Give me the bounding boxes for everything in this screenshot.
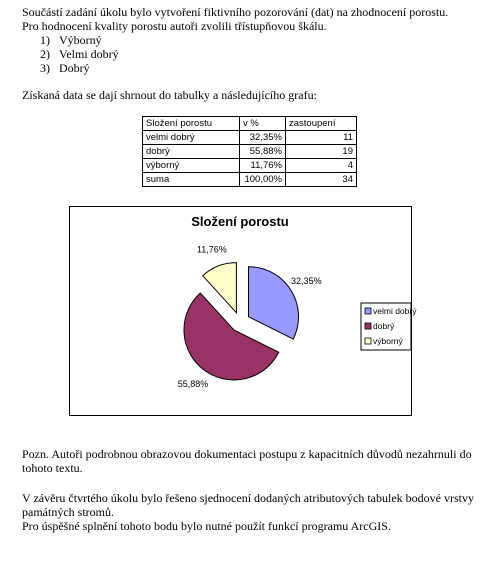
table-cell: suma xyxy=(143,173,240,187)
paragraph-conclusion-line-2: památných stromů. xyxy=(22,505,114,519)
data-table xyxy=(142,116,357,187)
legend-swatch xyxy=(365,308,371,314)
table-cell: 4 xyxy=(286,159,357,173)
table-cell: 32,35% xyxy=(240,131,286,145)
note-line-1: Pozn. Autoři podrobnou obrazovou dokumentaci postupu z kapacitních důvodů nezahrnuli do xyxy=(22,447,472,461)
table-cell: výborný xyxy=(143,159,240,173)
table-cell: 11,76% xyxy=(240,159,286,173)
pie-slices xyxy=(184,263,299,380)
table-cell: 11 xyxy=(286,131,357,145)
table-header-row xyxy=(143,117,357,131)
chart-title: Složení porostu xyxy=(191,214,289,229)
list-label: Velmi dobrý xyxy=(59,47,119,61)
pie-data-label: 32,35% xyxy=(291,275,322,286)
legend-label: výborný xyxy=(373,336,403,346)
table-cell: 19 xyxy=(286,145,357,159)
paragraph-conclusion-line-1: V závěru čtvrtého úkolu bylo řešeno sjednocení dodaných atributových tabulek bodové vrstvy xyxy=(22,491,474,505)
list-number: 2) xyxy=(40,47,50,61)
list-item xyxy=(40,47,119,61)
pie-data-label: 11,76% xyxy=(196,244,227,255)
table-row xyxy=(143,159,357,173)
table-cell: 55,88% xyxy=(240,145,286,159)
table-header-cell: Složení porostu xyxy=(143,117,240,131)
table-cell: 100,00% xyxy=(240,173,286,187)
table-cell: 34 xyxy=(286,173,357,187)
chart-canvas xyxy=(70,207,417,415)
list-number: 3) xyxy=(40,61,50,75)
list-label: Dobrý xyxy=(59,61,90,75)
table-row xyxy=(143,173,357,187)
table-header-cell: v % xyxy=(240,117,286,131)
list-label: Výborný xyxy=(59,33,102,47)
paragraph-intro-line-2: Pro hodnocení kvality porostu autoři zvolili třístupňovou škálu. xyxy=(22,19,327,33)
legend-label: velmi dobrý xyxy=(373,306,417,316)
list-number: 1) xyxy=(40,33,50,47)
paragraph-data-summary: Získaná data se dají shrnout do tabulky a následujícího grafu: xyxy=(22,88,317,102)
paragraph-arcgis: Pro úspěšné splnění tohoto bodu bylo nutné použít funkcí programu ArcGIS. xyxy=(22,519,391,533)
pie-chart xyxy=(69,206,417,416)
table-cell: dobrý xyxy=(143,145,240,159)
paragraph-intro-line-1: Součástí zadání úkolu bylo vytvoření fiktivního pozorování (dat) na zhodnocení porostu. xyxy=(22,5,449,19)
pie-data-label: 55,88% xyxy=(177,379,209,390)
legend-swatch xyxy=(365,338,371,344)
table-row xyxy=(143,131,357,145)
table-cell: velmi dobrý xyxy=(143,131,240,145)
list-item xyxy=(40,33,102,47)
list-item xyxy=(40,61,90,75)
table-header-cell: zastoupení xyxy=(286,117,357,131)
legend-label: dobrý xyxy=(373,321,395,331)
note-line-2: tohoto textu. xyxy=(22,461,83,475)
chart-legend xyxy=(361,303,417,350)
legend-swatch xyxy=(365,323,371,329)
table-row xyxy=(143,145,357,159)
